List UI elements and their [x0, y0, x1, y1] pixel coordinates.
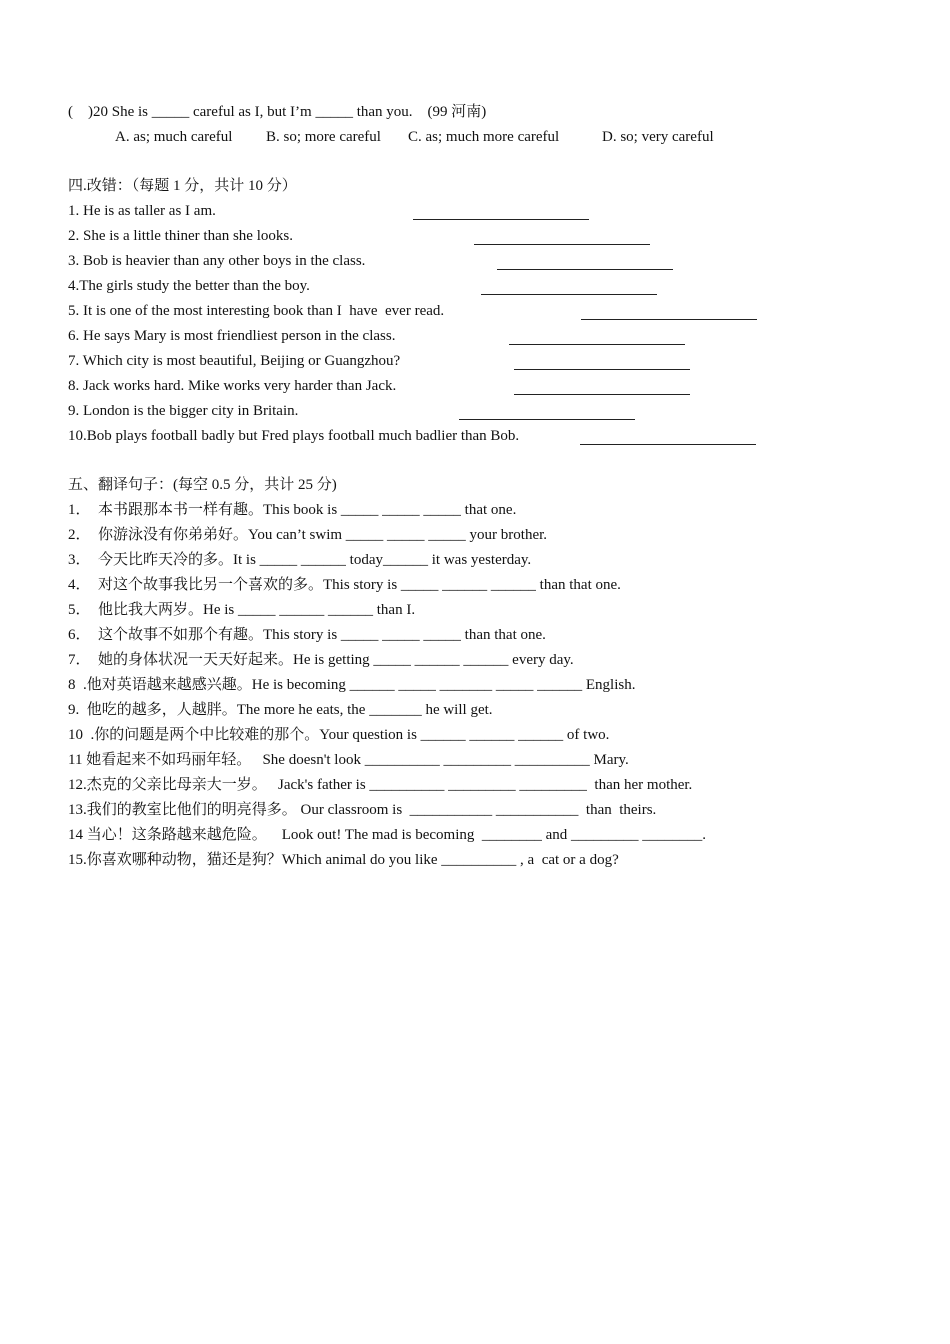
translation-item-6: 6． 这个故事不如那个有趣。This story is _____ _____ _____ than that one. [68, 627, 546, 643]
option-b: B. so; more careful [266, 129, 381, 145]
correction-item-2: 2. She is a little thiner than she looks. [68, 228, 293, 244]
answer-blank-6 [509, 344, 685, 345]
correction-item-3: 3. Bob is heavier than any other boys in the class. [68, 253, 366, 269]
correction-item-4: 4.The girls study the better than the boy. [68, 278, 310, 294]
translation-item-15: 15.你喜欢哪种动物，猫还是狗？Which animal do you like __________ , a cat or a dog? [68, 852, 619, 868]
answer-blank-5 [581, 319, 757, 320]
correction-item-9: 9. London is the bigger city in Britain. [68, 403, 299, 419]
translation-item-2: 2． 你游泳没有你弟弟好。You can’t swim _____ _____ _____ your brother. [68, 527, 548, 543]
section-4-title: 四.改错：（每题 1 分，共计 10 分） [68, 178, 297, 194]
option-c: C. as; much more careful [408, 129, 560, 145]
translation-item-1: 1． 本书跟那本书一样有趣。This book is _____ _____ _____ that one. [68, 502, 517, 518]
option-d: D. so; very careful [602, 129, 714, 145]
correction-item-7: 7. Which city is most beautiful, Beijing or Guangzhou? [68, 353, 401, 369]
translation-item-3: 3． 今天比昨天冷的多。It is _____ ______ today______ it was yesterday. [68, 552, 532, 568]
translation-item-5: 5． 他比我大两岁。He is _____ ______ ______ than I. [68, 602, 416, 618]
answer-blank-9 [459, 419, 635, 420]
correction-item-10: 10.Bob plays football badly but Fred plays football much badlier than Bob. [68, 428, 520, 444]
answer-blank-3 [497, 269, 673, 270]
translation-item-13: 13.我们的教室比他们的明亮得多。 Our classroom is ___________ ___________ than theirs. [68, 802, 657, 818]
answer-blank-8 [514, 394, 690, 395]
option-a: A. as; much careful [115, 129, 233, 145]
answer-blank-4 [481, 294, 657, 295]
correction-item-6: 6. He says Mary is most friendliest person in the class. [68, 328, 396, 344]
answer-blank-10 [580, 444, 756, 445]
translation-item-12: 12.杰克的父亲比母亲大一岁。 Jack's father is __________ _________ _________ than her mother. [68, 777, 693, 793]
translation-item-11: 11 她看起来不如玛丽年轻。 She doesn't look __________ _________ __________ Mary. [68, 752, 629, 768]
section-5-title: 五、翻译句子：(每空 0.5 分，共计 25 分) [68, 477, 337, 493]
translation-item-14: 14 当心！这条路越来越危险。 Look out! The mad is becoming ________ and _________ ________. [68, 827, 707, 843]
translation-item-4: 4． 对这个故事我比另一个喜欢的多。This story is _____ ______ ______ than that one. [68, 577, 621, 593]
correction-item-5: 5. It is one of the most interesting book than I have ever read. [68, 303, 445, 319]
correction-item-1: 1. He is as taller as I am. [68, 203, 216, 219]
correction-item-8: 8. Jack works hard. Mike works very harder than Jack. [68, 378, 397, 394]
answer-blank-7 [514, 369, 690, 370]
translation-item-10: 10 .你的问题是两个中比较难的那个。Your question is ______ ______ ______ of two. [68, 727, 610, 743]
question-20-stem: ( )20 She is _____ careful as I, but I’m _____ than you. (99 河南) [68, 104, 487, 120]
translation-item-8: 8 .他对英语越来越感兴趣。He is becoming ______ _____ _______ _____ ______ English. [68, 677, 636, 693]
answer-blank-1 [413, 219, 589, 220]
translation-item-7: 7． 她的身体状况一天天好起来。He is getting _____ ______ ______ every day. [68, 652, 574, 668]
translation-item-9: 9. 他吃的越多，人越胖。The more he eats, the _______ he will get. [68, 702, 493, 718]
answer-blank-2 [474, 244, 650, 245]
